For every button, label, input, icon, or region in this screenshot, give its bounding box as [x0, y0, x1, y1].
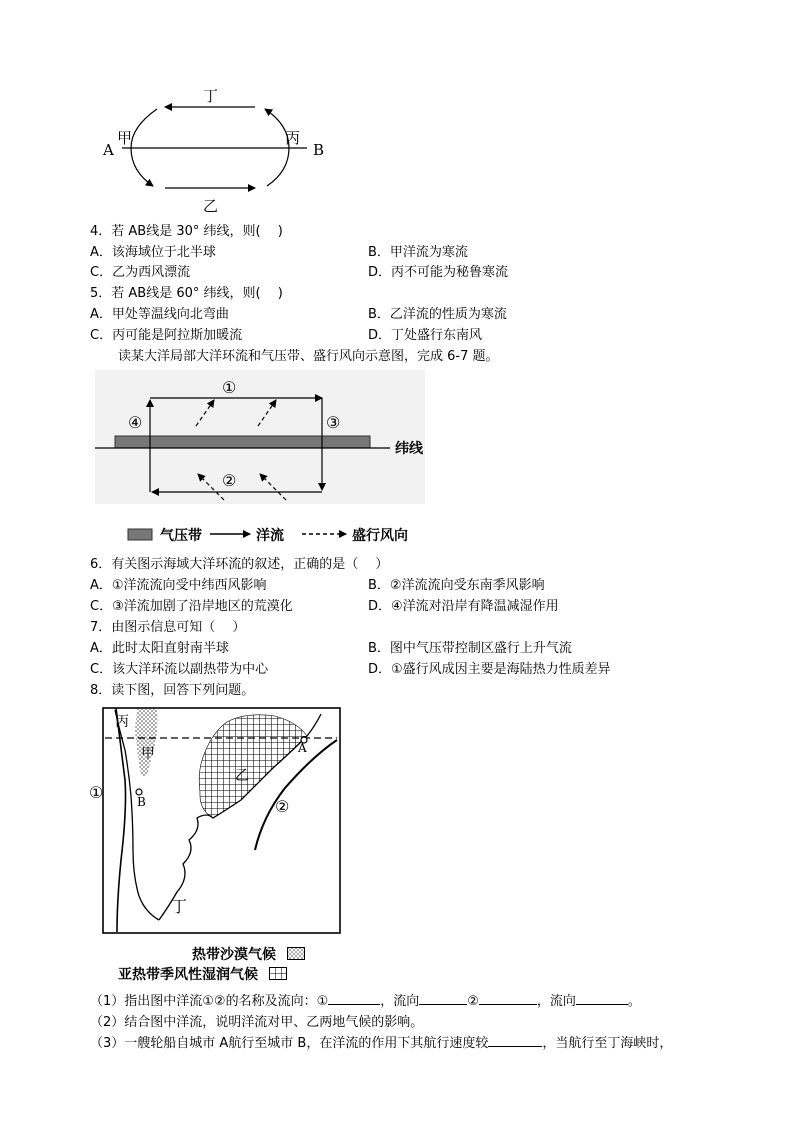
q5-option-b: B．乙洋流的性质为寒流	[368, 307, 507, 322]
q7-option-a: A．此时太阳直射南半球	[90, 641, 229, 656]
map-label-a: A	[298, 741, 307, 755]
intro-6-7: 读某大洋局部大洋环流和气压带、盛行风向示意图，完成 6-7 题。	[118, 349, 499, 364]
map-label-jia: 甲	[141, 746, 155, 762]
legend-current-label: 洋流	[256, 528, 284, 544]
legend-pressure-swatch	[128, 529, 152, 540]
q6-option-a: A．①洋流流向受中纬西风影响	[90, 578, 267, 593]
legend-humid-swatch	[269, 967, 287, 980]
q6-option-b: B．②洋流流向受东南季风影响	[368, 578, 545, 593]
map-label-c2: ②	[275, 797, 290, 816]
blank-speed[interactable]	[488, 1046, 542, 1047]
label-c3: ③	[326, 413, 341, 432]
label-yi: 乙	[203, 197, 219, 215]
q8-stem: 8．读下图，回答下列问题。	[90, 683, 255, 698]
sub1-text-b: ，流向	[380, 994, 420, 1009]
q4-option-c: C．乙为西风漂流	[90, 265, 191, 280]
sub-question-3	[90, 1035, 672, 1053]
q6-option-d: D．④洋流对沿岸有降温减湿作用	[368, 599, 559, 614]
q4-option-a: A．该海域位于北半球	[90, 245, 216, 260]
map-label-yi: 乙	[235, 768, 249, 784]
legend-desert	[192, 944, 305, 964]
q5-option-a: A．甲处等温线向北弯曲	[90, 307, 229, 322]
label-bing: 丙	[285, 129, 301, 147]
q6-stem: 6．有关图示海域大洋环流的叙述，正确的是（ ）	[90, 557, 389, 572]
blank-current-1-name[interactable]	[328, 1004, 380, 1005]
figure-south-america-map	[85, 700, 350, 940]
map-label-ding: 丁	[171, 897, 188, 916]
label-ding: 丁	[203, 87, 219, 105]
q5-option-c: C．丙可能是阿拉斯加暖流	[90, 328, 243, 343]
legend-pressure-label: 气压带	[160, 528, 202, 544]
label-a: A	[103, 141, 114, 159]
sub1-text-c: ②	[467, 994, 479, 1009]
label-c4: ④	[128, 413, 143, 432]
sub3-text-b: ，当航行至丁海峡时，	[542, 1036, 673, 1051]
q7-stem: 7．由图示信息可知（ ）	[90, 620, 246, 635]
q6-option-c: C．③洋流加剧了沿岸地区的荒漠化	[90, 599, 293, 614]
label-latitude: 纬线	[395, 441, 423, 457]
label-c1: ①	[222, 378, 237, 397]
map-label-bing: 丙	[115, 714, 129, 730]
sub1-text-a: （1）指出图中洋流①②的名称及流向：①	[90, 994, 329, 1009]
q5-option-d: D．丁处盛行东南风	[368, 328, 483, 343]
legend-desert-swatch	[287, 947, 305, 960]
q4-option-d: D．丙不可能为秘鲁寒流	[368, 265, 509, 280]
sub-question-2: （2）结合图中洋流，说明洋流对甲、乙两地气候的影响。	[90, 1015, 424, 1030]
figure-current-loop	[95, 85, 335, 217]
sub-question-1	[90, 993, 641, 1011]
label-jia: 甲	[117, 129, 133, 147]
legend-humid	[118, 964, 287, 984]
blank-current-1-direction[interactable]	[419, 1004, 467, 1005]
map-label-b: B	[137, 795, 146, 809]
pressure-belt	[115, 436, 370, 448]
q7-option-c: C．该大洋环流以副热带为中心	[90, 662, 269, 677]
legend-humid-label: 亚热带季风性湿润气候	[118, 967, 258, 983]
label-c2: ②	[222, 471, 237, 490]
q7-option-b: B．图中气压带控制区盛行上升气流	[368, 641, 572, 656]
figure-gyre-pressure	[90, 368, 435, 548]
q5-stem: 5．若 AB线是 60° 纬线，则( )	[90, 286, 283, 301]
blank-current-2-direction[interactable]	[576, 1004, 628, 1005]
sub3-text-a: （3）一艘轮船自城市 A航行至城市 B，在洋流的作用下其航行速度较	[90, 1036, 489, 1051]
q7-option-d: D．①盛行风成因主要是海陆热力性质差异	[368, 662, 611, 677]
sub1-text-d: ，流向	[536, 994, 576, 1009]
legend-desert-label: 热带沙漠气候	[192, 947, 276, 963]
q4-option-b: B．甲洋流为寒流	[368, 245, 468, 260]
q4-stem: 4．若 AB线是 30° 纬线，则( )	[90, 224, 283, 239]
blank-current-2-name[interactable]	[479, 1004, 537, 1005]
sub1-text-e: 。	[627, 994, 641, 1009]
legend-wind-label: 盛行风向	[352, 528, 408, 544]
label-b: B	[313, 141, 325, 159]
map-label-c1: ①	[89, 783, 104, 802]
